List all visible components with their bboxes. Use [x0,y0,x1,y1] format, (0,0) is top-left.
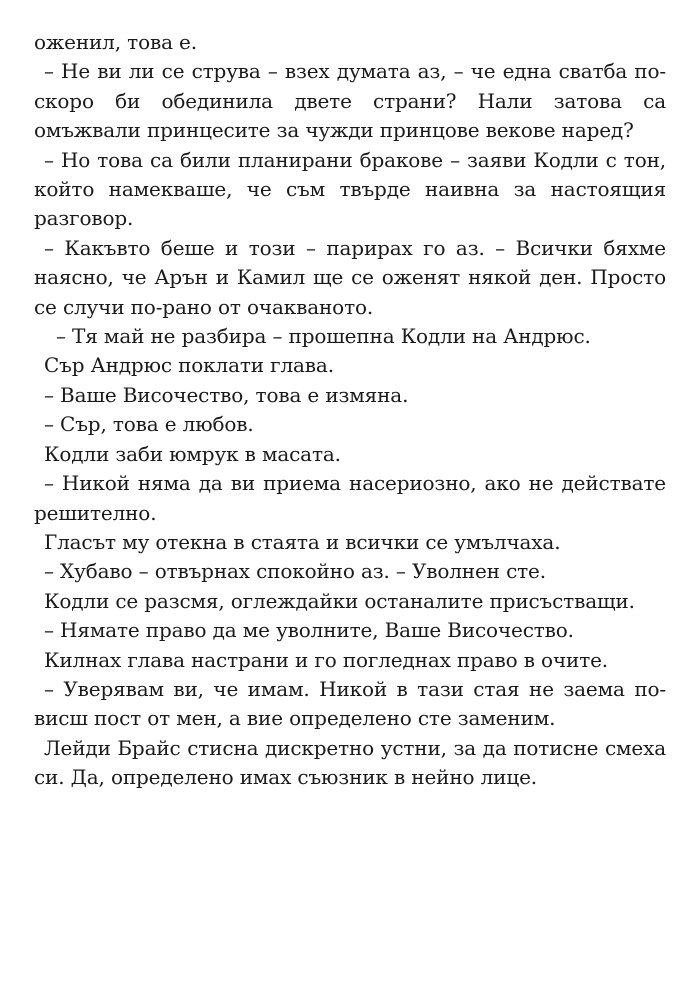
paragraph: – Хубаво – отвърнах спокойно аз. – Уволнен сте. [44,559,546,584]
paragraph: – Но това са били планирани бракове – заяви Кодли с тон, който намекваше, че съм твърде наивна за настоящия разговор. [34,147,666,231]
paragraph: – Уверявам ви, че имам. Никой в тази стая не заема по-висш пост от мен, а вие определено сте заменим. [34,676,666,731]
book-page [34,28,666,793]
paragraph: Сър Андрюс поклати глава. [44,353,334,378]
paragraph: – Сър, това е любов. [44,412,254,437]
paragraph: – Нямате право да ме уволните, Ваше Височество. [44,618,574,643]
paragraph: – Ваше Височество, това е измяна. [44,382,409,407]
paragraph: – Какъвто беше и този – парирах го аз. – Всички бяхме наясно, че Арън и Камил ще се оженят някой ден. Просто се случи по-рано от очакваното. [34,235,666,319]
paragraph: – Тя май не разбира – прошепна Кодли на Андрюс. [56,324,591,349]
paragraph: оженил, това е. [34,30,197,54]
paragraph: – Не ви ли се струва – взех думата аз, – че една сватба по-скоро би обединила двете страни? Нали затова са омъжвали принцесите за чужди принцове векове наред? [34,59,666,143]
paragraph: – Никой няма да ви приема насериозно, ако не действате решително. [34,471,666,525]
paragraph: Гласът му отекна в стаята и всички се умълчаха. [44,529,561,554]
paragraph: Килнах глава настрани и го погледнах право в очите. [44,647,609,672]
paragraph: Кодли заби юмрук в масата. [44,441,341,466]
paragraph: Лейди Брайс стисна дискретно устни, за да потисне смеха си. Да, определено имах съюзник в нейно лице. [34,735,666,790]
paragraph: Кодли се разсмя, оглеждайки останалите присъстващи. [44,588,635,613]
